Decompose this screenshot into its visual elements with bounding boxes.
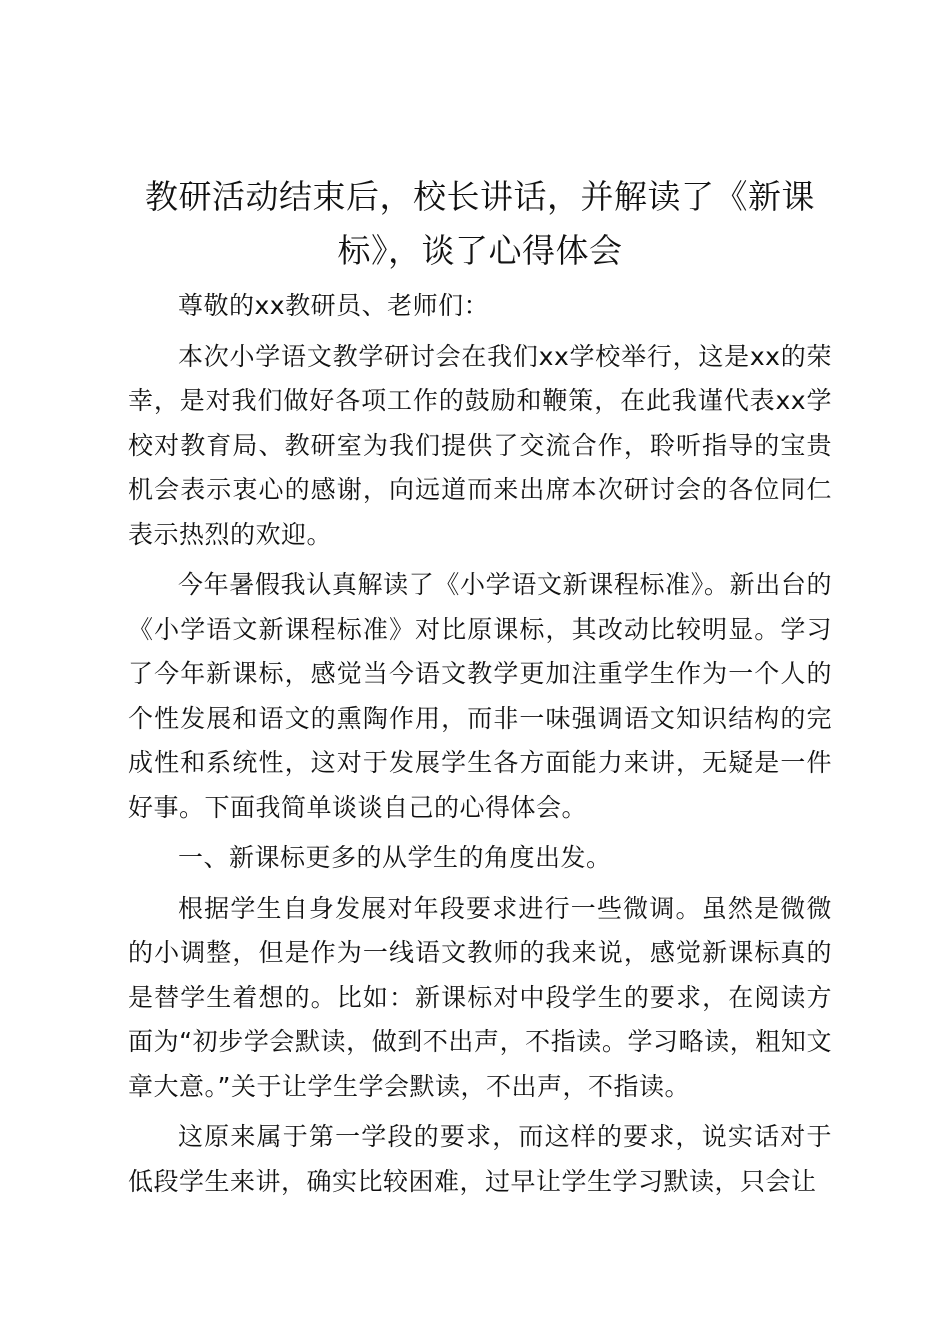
paragraph-first-stage: 这原来属于第一学段的要求，而这样的要求，说实话对于低段学生来讲，确实比较困难，过早让学生学习默读，只会让 bbox=[128, 1122, 832, 1196]
paragraph-adjustments: 根据学生自身发展对年段要求进行一些微调。虽然是微微的小调整，但是作为一线语文教师的我来说，感觉新课标真的是替学生着想的。比如：新课标对中段学生的要求，在阅读方面为“初步学会默读，做到不出声，不指读。学习略读，粗知文章大意。”关于让学生学会默读，不出声，不指读。 bbox=[128, 893, 832, 1101]
paragraph-new-standard: 今年暑假我认真解读了《小学语文新课程标准》。新出台的《小学语文新课程标准》对比原课标，其改动比较明显。学习了今年新课标，感觉当今语文教学更加注重学生作为一个人的个性发展和语文的熏陶作用，而非一味强调语文知识结构的完成性和系统性，这对于发展学生各方面能力来讲，无疑是一件好事。下面我简单谈谈自己的心得体会。 bbox=[128, 570, 832, 822]
document-page bbox=[128, 170, 832, 1204]
paragraph-welcome: 本次小学语文教学研讨会在我们xx学校举行，这是xx的荣幸，是对我们做好各项工作的鼓励和鞭策，在此我谨代表xx学校对教育局、教研室为我们提供了交流合作，聆听指导的宝贵机会表示衷心的感谢，向远道而来出席本次研讨会的各位同仁表示热烈的欢迎。 bbox=[128, 341, 832, 549]
document-title: 教研活动结束后，校长讲话，并解读了《新课标》，谈了心得体会 bbox=[145, 177, 815, 270]
section-heading-1: 一、新课标更多的从学生的角度出发。 bbox=[178, 843, 612, 872]
paragraph-salutation: 尊敬的xx教研员、老师们： bbox=[178, 291, 490, 320]
